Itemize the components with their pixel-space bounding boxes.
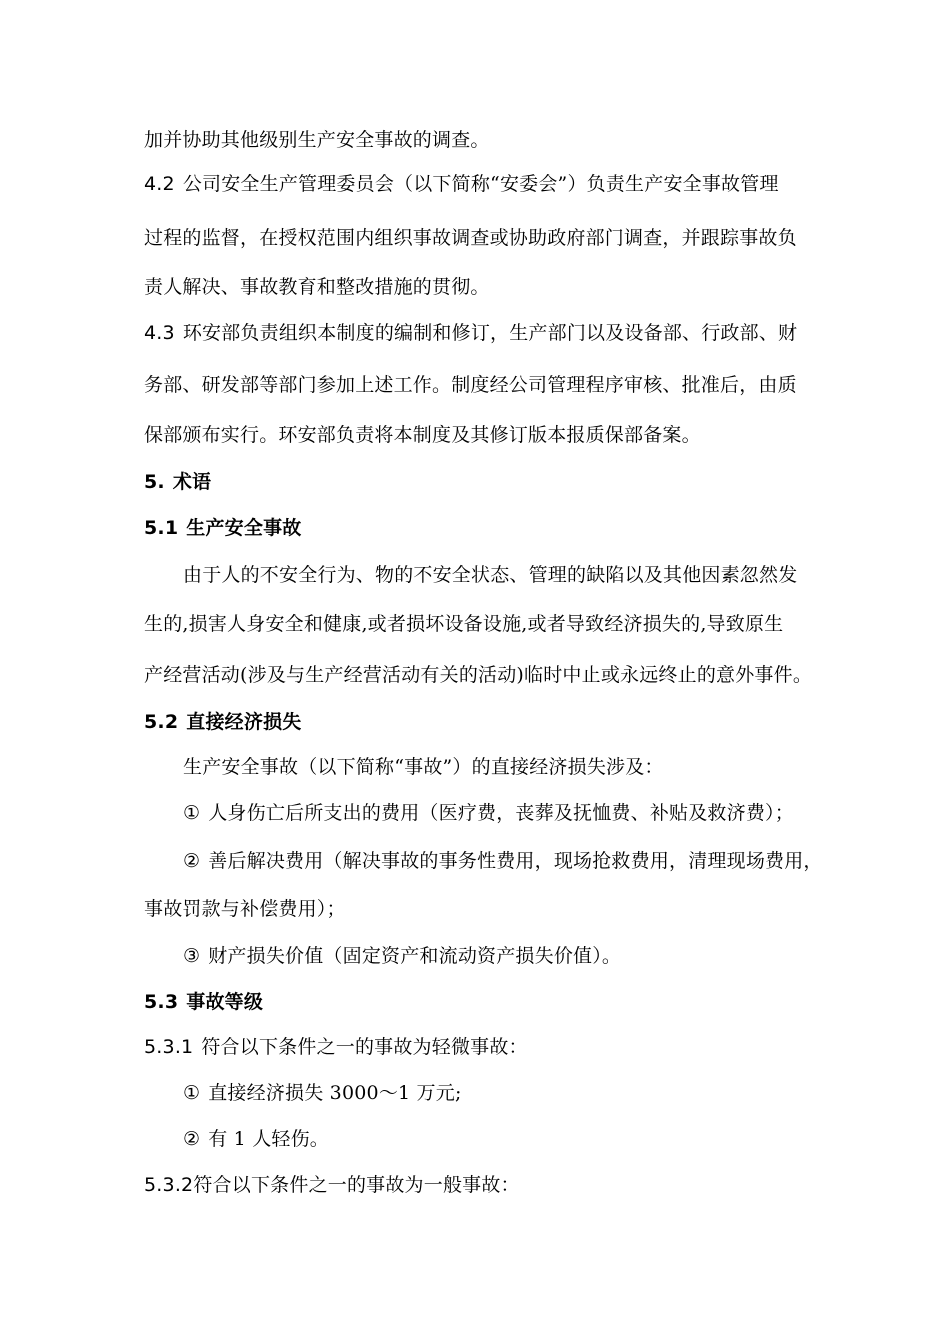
section-number: 4.2 xyxy=(144,173,175,195)
list-marker: ② xyxy=(183,850,201,872)
paragraph-line xyxy=(144,423,701,447)
line-text: 环安部负责组织本制度的编制和修订，生产部门以及设备部、行政部、财 xyxy=(182,322,798,344)
line-text: 公司安全生产管理委员会（以下简称“安委会”）负责生产安全事故管理 xyxy=(182,173,779,195)
section-4-2 xyxy=(144,172,779,196)
heading-text: 术语 xyxy=(172,471,212,493)
section-number: 5.3.2 xyxy=(144,1174,194,1196)
line-text: 生的,损害人身安全和健康,或者损坏设备设施,或者导致经济损失的,导致原生 xyxy=(144,613,784,635)
paragraph-line xyxy=(144,612,783,636)
list-marker: ① xyxy=(183,802,201,824)
line-text: 加并协助其他级别生产安全事故的调查。 xyxy=(144,129,490,151)
section-number: 4.3 xyxy=(144,322,175,344)
line-text: 过程的监督，在授权范围内组织事故调查或协助政府部门调查，并跟踪事故负 xyxy=(144,227,797,249)
section-5-3-2 xyxy=(144,1173,520,1197)
section-5-heading xyxy=(144,470,211,494)
paragraph-line xyxy=(144,373,797,397)
line-text: 善后解决费用（解决事故的事务性费用，现场抢救费用，清理现场费用， xyxy=(208,850,823,872)
heading-text: 直接经济损失 xyxy=(186,711,302,733)
section-4-3 xyxy=(144,321,797,345)
section-number: 5.3 xyxy=(144,991,179,1013)
heading-text: 事故等级 xyxy=(186,991,264,1013)
line-text: 事故罚款与补偿费用）； xyxy=(144,898,346,920)
list-marker: ③ xyxy=(183,945,201,967)
paragraph-line xyxy=(144,897,346,921)
list-item xyxy=(183,849,823,873)
section-number: 5.2 xyxy=(144,711,179,733)
line-text: 保部颁布实行。环安部负责将本制度及其修订版本报质保部备案。 xyxy=(144,424,701,446)
section-5-3-1 xyxy=(144,1035,528,1059)
paragraph-line xyxy=(144,128,490,152)
line-text: 由于人的不安全行为、物的不安全状态、管理的缺陷以及其他因素忽然发 xyxy=(183,564,798,586)
list-marker: ② xyxy=(183,1128,201,1150)
heading-text: 生产安全事故 xyxy=(186,517,302,539)
section-number: 5.1 xyxy=(144,517,179,539)
line-text: 务部、研发部等部门参加上述工作。制度经公司管理程序审核、批准后，由质 xyxy=(144,374,797,396)
list-item xyxy=(183,1127,329,1151)
paragraph-line xyxy=(144,663,812,687)
paragraph-line xyxy=(183,755,664,779)
line-text: 责人解决、事故教育和整改措施的贯彻。 xyxy=(144,276,490,298)
line-text: 有 1 人轻伤。 xyxy=(208,1128,330,1150)
line-text: 符合以下条件之一的事故为轻微事故： xyxy=(201,1036,528,1058)
paragraph-line xyxy=(144,226,797,250)
line-text: 生产安全事故（以下简称“事故”）的直接经济损失涉及： xyxy=(183,756,664,778)
section-5-2-heading xyxy=(144,710,301,734)
list-marker: ① xyxy=(183,1082,201,1104)
section-number: 5.3.1 xyxy=(144,1036,194,1058)
section-5-1-heading xyxy=(144,516,301,540)
list-item xyxy=(183,1081,462,1105)
line-text: 产经营活动(涉及与生产经营活动有关的活动)临时中止或永远终止的意外事件。 xyxy=(144,664,813,686)
paragraph-line xyxy=(183,563,797,587)
section-number: 5. xyxy=(144,471,165,493)
paragraph-line xyxy=(144,275,490,299)
line-text: 人身伤亡后所支出的费用（医疗费，丧葬及抚恤费、补贴及救济费）； xyxy=(208,802,794,824)
list-item xyxy=(183,944,621,968)
line-text: 直接经济损失 3000～1 万元; xyxy=(208,1082,462,1104)
line-text: 符合以下条件之一的事故为一般事故： xyxy=(193,1174,520,1196)
section-5-3-heading xyxy=(144,990,263,1014)
line-text: 财产损失价值（固定资产和流动资产损失价值）。 xyxy=(208,945,622,967)
list-item xyxy=(183,801,794,825)
